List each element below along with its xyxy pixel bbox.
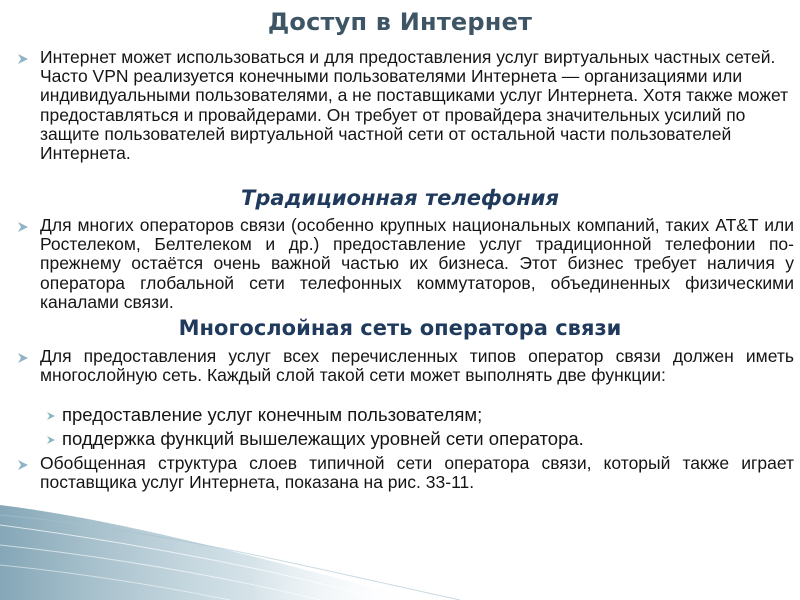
paragraph-structure: Обобщенная структура слоев типичной сети оператора связи, который также играет поставщика услуг Интернета, показана на рис. 33-11. [40, 453, 794, 493]
small-arrow-bullet-icon [44, 409, 58, 423]
paragraph-telephony: Для многих операторов связи (особенно крупных национальных компаний, таких AT&T или Ростелеком, Белтелеком и др.) предоставление услуг традиционной телефонии по-прежнему остаётся очень важной частью их бизнеса. Этот бизнес требует наличия у оператора глобальной сети телефонных коммутаторов, объединенных физическими каналами связи. [40, 215, 794, 312]
arrow-bullet-icon [16, 351, 30, 365]
heading-multilayer-network: Многослойная сеть оператора связи [178, 316, 622, 340]
small-arrow-bullet-icon [44, 433, 58, 447]
paragraph-multilayer: Для предоставления услуг всех перечисленных типов оператор связи должен иметь многослойную сеть. Каждый слой такой сети может выполнять две функции: [40, 346, 794, 386]
paragraph-vpn: Интернет может использоваться и для предоставления услуг виртуальных частных сетей. Часто VPN реализуется конечными пользователями Интернета — организациями или индивидуальными пользователями, а не поставщиками услуг Интернета. Хотя также может предоставляться и провайдерами. Он требует от провайдера значительных усилий по защите пользователей виртуальной частной сети от остальной части пользователей Интернета. [40, 47, 789, 164]
arrow-bullet-icon [16, 458, 30, 472]
arrow-bullet-icon [16, 52, 30, 66]
slide-title: Доступ в Интернет [267, 8, 533, 36]
list-item: предоставление услуг конечным пользователям; [62, 404, 483, 425]
heading-traditional-telephony: Традиционная телефония [241, 186, 559, 210]
list-item: поддержка функций вышележащих уровней сети оператора. [62, 428, 584, 449]
arrow-bullet-icon [16, 220, 30, 234]
